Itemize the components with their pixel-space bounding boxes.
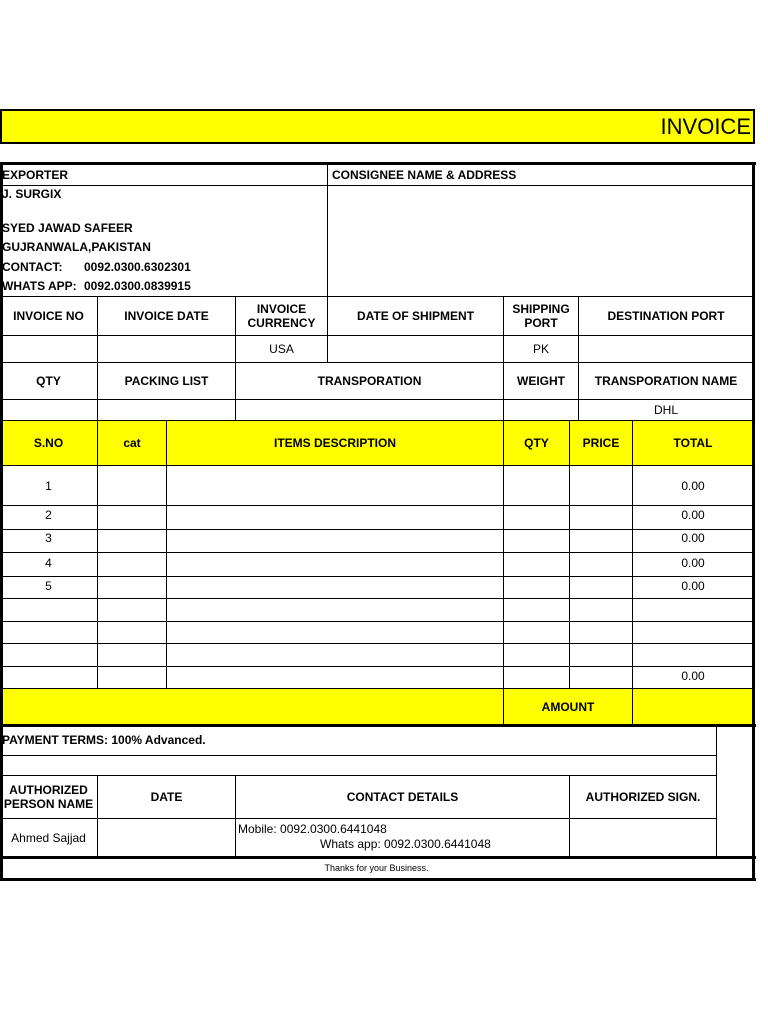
header-destination-port: DESTINATION PORT — [607, 309, 725, 323]
row-4-sno: 4 — [45, 556, 52, 570]
row-3-sno: 3 — [45, 531, 52, 545]
header-packing-list: PACKING LIST — [124, 374, 209, 388]
value-shipping-port: PK — [532, 342, 549, 356]
header-authorized-person-name: AUTHORIZED PERSON NAME — [3, 783, 94, 811]
contact-whatsapp: Whats app: 0092.0300.6441048 — [320, 837, 491, 851]
row-5-sno: 5 — [45, 579, 52, 593]
exporter-location: GUJRANWALA,PAKISTAN — [2, 240, 151, 254]
header-price: PRICE — [582, 436, 620, 450]
value-invoice-currency: USA — [269, 342, 294, 356]
authorized-person-name: Ahmed Sajjad — [11, 830, 86, 845]
footer-thanks: Thanks for your Business. — [324, 863, 429, 873]
row-2-total: 0.00 — [681, 507, 705, 522]
contact-mobile: Mobile: 0092.0300.6441048 — [238, 822, 387, 836]
header-invoice-no: INVOICE NO — [13, 309, 84, 323]
header-transporation: TRANSPORATION — [317, 374, 422, 388]
header-invoice-currency: INVOICE CURRENCY — [247, 302, 316, 330]
payment-terms: PAYMENT TERMS: 100% Advanced. — [2, 733, 206, 747]
invoice-title-bar — [0, 109, 755, 144]
exporter-company: J. SURGIX — [2, 187, 62, 201]
value-transporation-name: DHL — [653, 403, 678, 417]
exporter-label: EXPORTER — [2, 168, 69, 182]
exporter-contact-value: 0092.0300.6302301 — [84, 260, 191, 274]
row-1-sno: 1 — [45, 478, 52, 493]
header-contact-details: CONTACT DETAILS — [346, 790, 459, 804]
row-4-total: 0.00 — [681, 556, 705, 570]
invoice-title: INVOICE — [660, 114, 751, 139]
header-qty: QTY — [36, 374, 61, 388]
exporter-whatsapp-label: WHATS APP: — [2, 279, 77, 293]
row-5-total: 0.00 — [681, 579, 705, 593]
header-total: TOTAL — [673, 436, 713, 450]
header-transporation-name: TRANSPORATION NAME — [594, 374, 738, 388]
amount-value — [633, 689, 753, 724]
header-weight: WEIGHT — [517, 374, 565, 388]
consignee-label: CONSIGNEE NAME & ADDRESS — [332, 168, 517, 182]
row-3-total: 0.00 — [681, 531, 705, 545]
header-invoice-date: INVOICE DATE — [124, 309, 209, 323]
exporter-person: SYED JAWAD SAFEER — [2, 221, 133, 235]
header-cat: cat — [123, 436, 141, 450]
row-1-total: 0.00 — [681, 478, 705, 493]
header-items-description: ITEMS DESCRIPTION — [273, 436, 396, 450]
header-auth-date: DATE — [150, 790, 183, 804]
header-date-of-shipment: DATE OF SHIPMENT — [356, 309, 475, 323]
header-sno: S.NO — [33, 436, 64, 450]
exporter-contact-label: CONTACT: — [2, 260, 63, 274]
row-9-total: 0.00 — [681, 668, 705, 683]
header-items-qty: QTY — [524, 436, 549, 450]
row-2-sno: 2 — [45, 507, 52, 522]
exporter-whatsapp-value: 0092.0300.0839915 — [84, 279, 191, 293]
header-shipping-port: SHIPPING PORT — [512, 302, 570, 330]
amount-label: AMOUNT — [541, 699, 595, 714]
header-authorized-sign: AUTHORIZED SIGN. — [585, 790, 701, 804]
